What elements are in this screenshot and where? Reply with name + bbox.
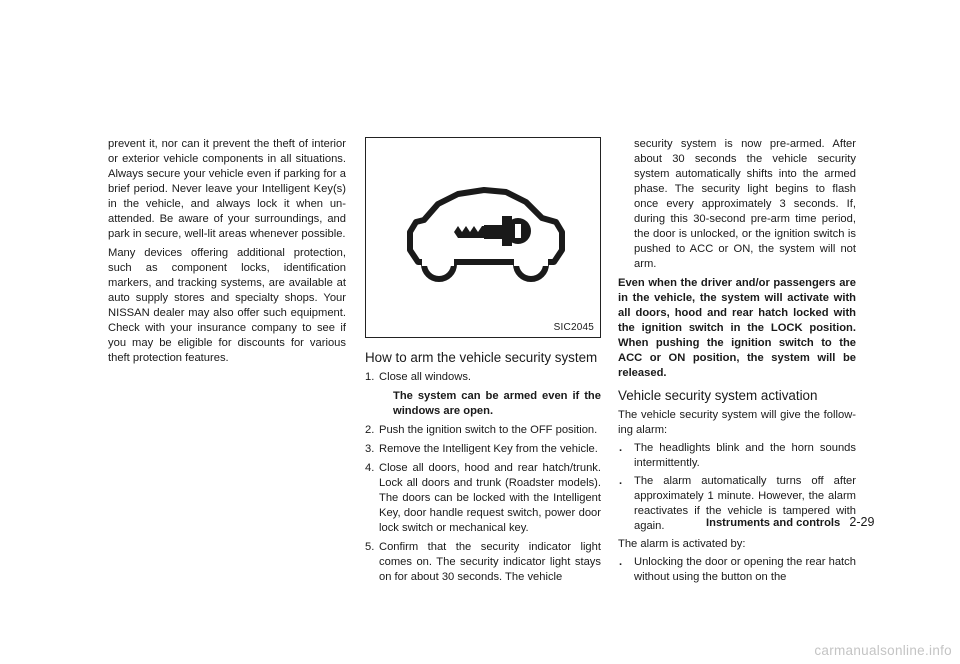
step-number: 3. <box>365 443 375 455</box>
theft-warning-paragraph: prevent it, nor can it prevent the theft of interior or exterior vehicle components in all situations. Always secure your vehicle even if parking for a brief period. Never leave your Intelligent Key(s) in the vehicle, and always lock it when un-attended. Be aware of your surroundings, and park in secure, well-lit areas whenever possible. <box>108 138 346 240</box>
alarm-intro: The vehicle security system will give the follow-ing alarm: <box>618 409 856 436</box>
step-text: Remove the Intelligent Key from the vehicle. <box>379 443 598 455</box>
figure-code: SIC2045 <box>553 322 594 333</box>
arm-system-heading: How to arm the vehicle security system <box>365 350 598 365</box>
passenger-warning: Even when the driver and/or passengers are in the vehicle, the system will activate with all doors, hood and rear hatch locked with the ignition switch in the LOCK position. When pushing the ignition switch to the ACC or ON position, the system will be released. <box>618 277 856 379</box>
list-item-text: The headlights blink and the horn sounds intermittently. <box>634 442 856 469</box>
page-footer <box>706 515 875 529</box>
activation-heading: Vehicle security system activation <box>618 388 818 403</box>
watermark: carmanualsonline.info <box>814 643 952 658</box>
step-number: 5. <box>365 541 375 553</box>
step-item <box>365 370 601 419</box>
list-item-text: The alarm automatically turns off after approximately 1 minute. However, the alarm reactivates if the vehicle is tampered with again. <box>634 475 856 532</box>
step-text: Confirm that the security indicator light comes on. The security indicator light stays on for about 30 seconds. The vehicle <box>379 541 601 583</box>
step-item <box>365 461 601 536</box>
step-text: Close all windows. <box>379 371 472 383</box>
list-item: . Unlocking the door or opening the rear hatch without using the button on the <box>619 556 856 583</box>
figure-box <box>365 137 601 338</box>
step-text: Close all doors, hood and rear hatch/trunk. Lock all doors and trunk (Roadster models). The doors can be locked with the Intelligent Key, door handle request switch, power door lock switch or mechanical key. <box>379 462 601 534</box>
pre-arm-continuation: security system is now pre-armed. After about 30 seconds the vehicle security system automatically shifts into the armed phase. The security light begins to flash once every approximately 3 seconds. If, during this 30-second pre-arm time period, the door is unlocked, or the ignition switch is pushed to ACC or ON, the system will not arm. <box>634 138 856 270</box>
step-item <box>365 423 601 438</box>
column-left <box>108 137 346 366</box>
step-item <box>365 540 601 585</box>
step-number: 1. <box>365 371 375 383</box>
step-number: 2. <box>365 424 375 436</box>
car-key-icon <box>366 138 600 337</box>
step-note: The system can be armed even if the windows are open. <box>393 390 601 417</box>
alarm-trigger-list <box>618 555 856 585</box>
list-item: . The headlights blink and the horn sounds intermittently. <box>619 442 856 469</box>
section-name: Instruments and controls <box>706 517 841 529</box>
alarm-activated-by: The alarm is activated by: <box>618 538 746 550</box>
step-text: Push the ignition switch to the OFF position. <box>379 424 598 436</box>
protection-devices-paragraph: Many devices offering additional protection, such as component locks, identification markers, and tracking systems, are available at auto supply stores and specialty shops. Your NISSAN dealer may also offer such equipment. Check with your insurance company to see if you may be eligible for discounts for various theft protection features. <box>108 247 346 364</box>
step-number: 4. <box>365 462 375 474</box>
arming-steps-list <box>365 370 601 585</box>
list-item: . The alarm automatically turns off after approximately 1 minute. However, the alarm reactivates if the vehicle is tampered with again. <box>619 475 856 532</box>
list-item-text: Unlocking the door or opening the rear hatch without using the button on the <box>634 556 856 583</box>
step-item <box>365 442 601 457</box>
page-number: 2-29 <box>849 515 875 529</box>
column-middle <box>365 137 601 589</box>
